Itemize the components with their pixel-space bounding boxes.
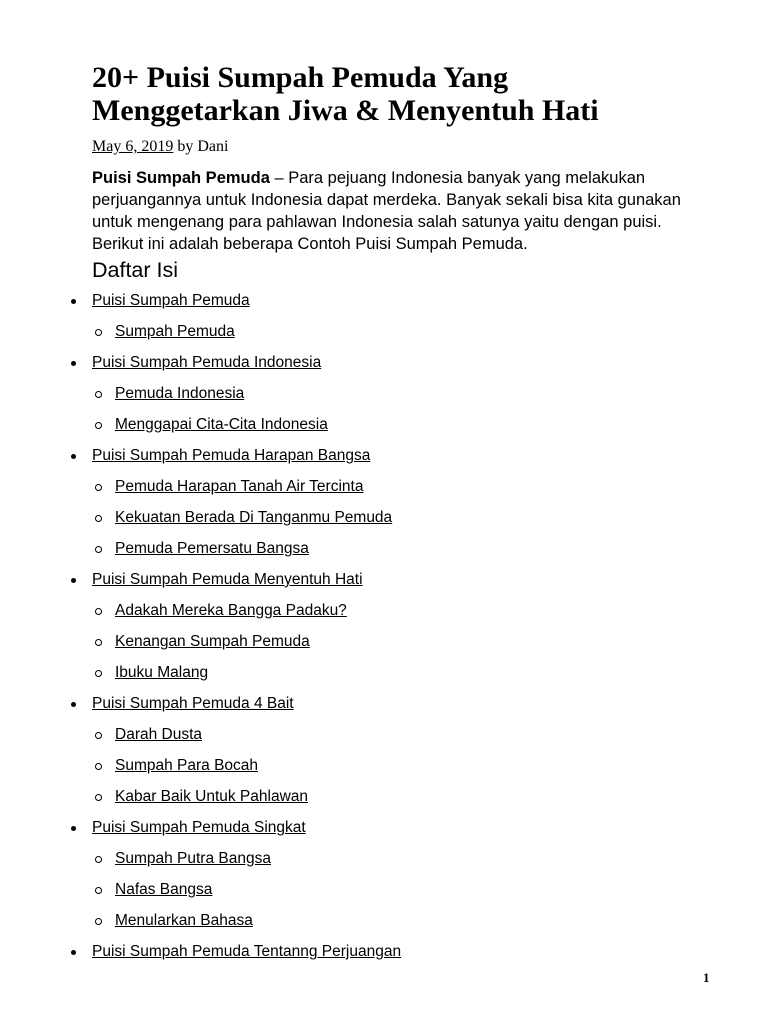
toc-link[interactable]: Sumpah Para Bocah: [115, 757, 259, 774]
intro-paragraph: [92, 167, 692, 255]
toc-link[interactable]: Puisi Sumpah Pemuda: [92, 292, 250, 309]
toc-link[interactable]: Puisi Sumpah Pemuda 4 Bait: [92, 695, 294, 712]
toc-link[interactable]: Puisi Sumpah Pemuda Tentanng Perjuangan: [92, 943, 402, 960]
toc-item: [92, 696, 692, 712]
bullet-circle-icon: [95, 608, 102, 615]
toc-link[interactable]: Sumpah Pemuda: [115, 323, 235, 340]
bullet-disc-icon: [71, 299, 76, 304]
bullet-circle-icon: [95, 484, 102, 491]
toc-subitem: [115, 882, 692, 898]
bullet-circle-icon: [95, 670, 102, 677]
toc-subitem: [115, 913, 692, 929]
page-title: 20+ Puisi Sumpah Pemuda Yang Menggetarkan Jiwa & Menyentuh Hati: [92, 61, 599, 127]
toc-item: [92, 293, 692, 309]
toc-link[interactable]: Pemuda Pemersatu Bangsa: [115, 540, 309, 557]
toc-link[interactable]: Pemuda Indonesia: [115, 385, 245, 402]
toc-subitem: [115, 634, 692, 650]
intro-lead: Puisi Sumpah Pemuda: [92, 169, 270, 187]
bullet-circle-icon: [95, 794, 102, 801]
toc-item: [92, 448, 692, 464]
toc-subitem: [115, 789, 692, 805]
bullet-disc-icon: [71, 578, 76, 583]
toc-subitem: [115, 541, 692, 557]
toc-subitem: [115, 603, 692, 619]
toc-subitem: [115, 417, 692, 433]
post-meta: [92, 138, 692, 155]
bullet-disc-icon: [71, 361, 76, 366]
toc-link[interactable]: Pemuda Harapan Tanah Air Tercinta: [115, 478, 364, 495]
toc-link[interactable]: Puisi Sumpah Pemuda Harapan Bangsa: [92, 447, 371, 464]
toc-link[interactable]: Ibuku Malang: [115, 664, 209, 681]
toc-link[interactable]: Adakah Mereka Bangga Padaku?: [115, 602, 347, 619]
toc-link[interactable]: Kenangan Sumpah Pemuda: [115, 633, 310, 650]
date-link[interactable]: May 6, 2019: [92, 138, 174, 155]
toc-link[interactable]: Sumpah Putra Bangsa: [115, 850, 271, 867]
toc-subitem: [115, 758, 692, 774]
toc-subitem: [115, 727, 692, 743]
toc-subitem: [115, 324, 692, 340]
bullet-circle-icon: [95, 732, 102, 739]
page-number: 1: [703, 970, 710, 985]
toc-subitem: [115, 665, 692, 681]
toc-link[interactable]: Darah Dusta: [115, 726, 203, 743]
toc-subitem: [115, 510, 692, 526]
toc-item: [92, 572, 692, 588]
bullet-circle-icon: [95, 856, 102, 863]
bullet-circle-icon: [95, 546, 102, 553]
toc-link[interactable]: Puisi Sumpah Pemuda Indonesia: [92, 354, 322, 371]
toc-link[interactable]: Kekuatan Berada Di Tanganmu Pemuda: [115, 509, 393, 526]
toc-item: [92, 944, 692, 960]
toc-subitem: [115, 479, 692, 495]
bullet-circle-icon: [95, 391, 102, 398]
bullet-disc-icon: [71, 950, 76, 955]
toc-link[interactable]: Nafas Bangsa: [115, 881, 213, 898]
toc-link[interactable]: Menularkan Bahasa: [115, 912, 253, 929]
bullet-disc-icon: [71, 826, 76, 831]
bullet-circle-icon: [95, 422, 102, 429]
bullet-circle-icon: [95, 639, 102, 646]
byline: by Dani: [177, 138, 229, 155]
bullet-circle-icon: [95, 763, 102, 770]
toc-subitem: [115, 386, 692, 402]
bullet-circle-icon: [95, 329, 102, 336]
toc-link[interactable]: Puisi Sumpah Pemuda Singkat: [92, 819, 306, 836]
toc-item: [92, 820, 692, 836]
bullet-disc-icon: [71, 454, 76, 459]
toc-list: [92, 293, 692, 960]
toc-link[interactable]: Puisi Sumpah Pemuda Menyentuh Hati: [92, 571, 363, 588]
intro-text: – Para pejuang Indonesia banyak yang melakukan perjuangannya untuk Indonesia dapat merdeka. Banyak sekali bisa kita gunakan untuk mengenang para pahlawan Indonesia salah satunya yaitu dengan puisi. Berikut ini adalah beberapa Contoh Puisi Sumpah Pemuda.: [92, 169, 681, 253]
toc-item: [92, 355, 692, 371]
toc-link[interactable]: Menggapai Cita-Cita Indonesia: [115, 416, 328, 433]
bullet-circle-icon: [95, 887, 102, 894]
toc-subitem: [115, 851, 692, 867]
bullet-circle-icon: [95, 515, 102, 522]
bullet-disc-icon: [71, 702, 76, 707]
toc-heading: Daftar Isi: [92, 258, 179, 282]
toc-link[interactable]: Kabar Baik Untuk Pahlawan: [115, 788, 309, 805]
bullet-circle-icon: [95, 918, 102, 925]
